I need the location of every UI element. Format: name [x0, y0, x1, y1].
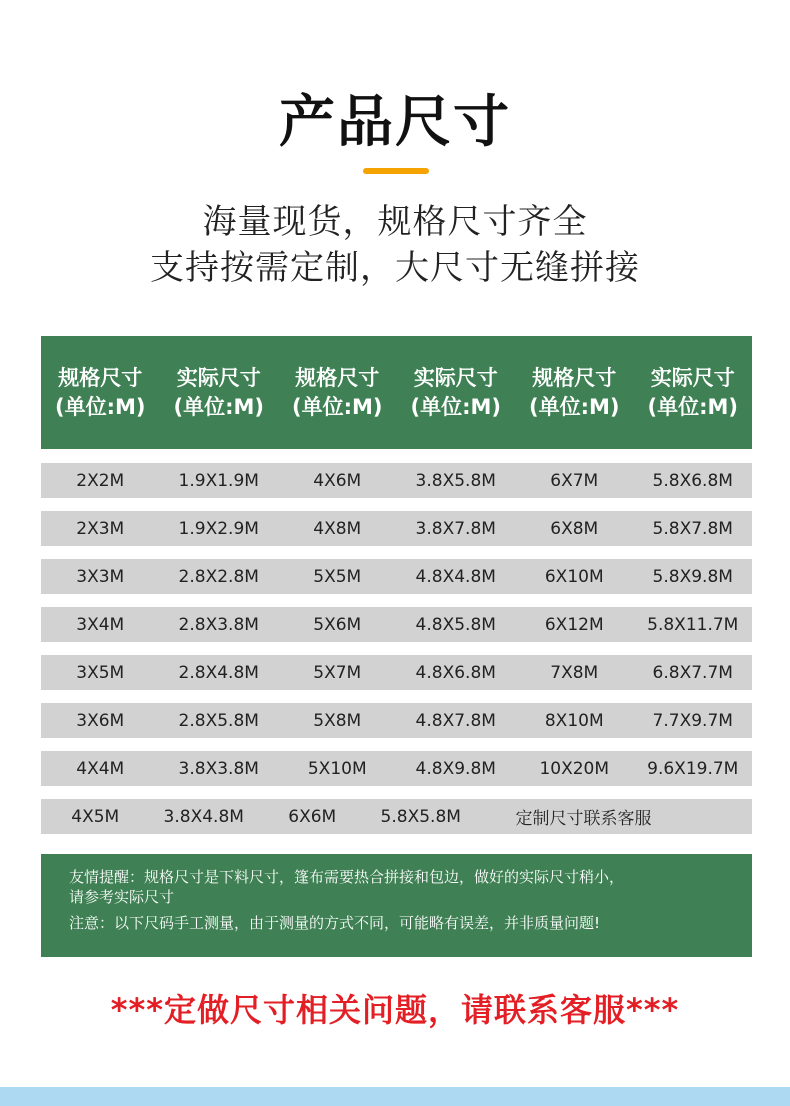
table-row	[41, 655, 752, 690]
bottom-strip	[0, 1087, 790, 1106]
table-cell: 4.8X5.8M	[415, 614, 496, 635]
table-row	[41, 607, 752, 642]
table-cell: 5.8X7.8M	[652, 518, 733, 539]
table-cell: 3X6M	[76, 710, 125, 731]
header-spec-size	[278, 336, 397, 449]
header-spec-size	[515, 336, 634, 449]
table-cell: 4.8X6.8M	[415, 662, 496, 683]
table-cell: 6.8X7.7M	[652, 662, 733, 683]
title-underline	[363, 168, 429, 174]
header-actual-size	[160, 336, 279, 449]
table-cell: 3X4M	[76, 614, 125, 635]
header-unit: (单位:M)	[410, 394, 501, 419]
table-row	[41, 463, 752, 498]
table-cell: 6X8M	[550, 518, 599, 539]
notice-box	[41, 854, 752, 957]
header-unit: (单位:M)	[292, 394, 383, 419]
table-cell: 4X5M	[71, 806, 120, 827]
table-cell: 10X20M	[539, 758, 610, 779]
table-cell: 2X2M	[76, 470, 125, 491]
table-cell: 9.6X19.7M	[647, 758, 739, 779]
table-cell: 2.8X2.8M	[178, 566, 259, 587]
table-cell: 5.8X5.8M	[380, 806, 461, 827]
table-cell: 5X6M	[313, 614, 362, 635]
table-cell: 3.8X7.8M	[415, 518, 496, 539]
header-unit: (单位:M)	[529, 394, 620, 419]
table-cell: 4X4M	[76, 758, 125, 779]
table-row	[41, 751, 752, 786]
table-cell: 6X12M	[544, 614, 604, 635]
header-label: 实际尺寸	[413, 365, 498, 390]
custom-size-contact-cell: 定制尺寸联系客服	[515, 809, 652, 829]
table-cell: 4.8X9.8M	[415, 758, 496, 779]
table-cell: 4.8X7.8M	[415, 710, 496, 731]
page-title: 产品尺寸	[279, 90, 511, 155]
header-unit: (单位:M)	[173, 394, 264, 419]
header-label: 规格尺寸	[58, 365, 143, 390]
table-cell: 3.8X4.8M	[163, 806, 244, 827]
table-cell: 4X6M	[313, 470, 362, 491]
table-cell: 2.8X5.8M	[178, 710, 259, 731]
subtitle-line-1: 海量现货，规格尺寸齐全	[202, 202, 588, 242]
table-cell: 7.7X9.7M	[652, 710, 733, 731]
header-label: 规格尺寸	[532, 365, 617, 390]
table-cell: 6X7M	[550, 470, 599, 491]
table-cell: 3.8X3.8M	[178, 758, 259, 779]
header-label: 实际尺寸	[650, 365, 735, 390]
table-cell: 5.8X9.8M	[652, 566, 733, 587]
header-label: 实际尺寸	[176, 365, 261, 390]
header-spec-size	[41, 336, 160, 449]
table-cell: 5X5M	[313, 566, 362, 587]
notice-line: 注意：以下尺码手工测量，由于测量的方式不同，可能略有误差，并非质量问题!	[69, 914, 601, 932]
header-label: 规格尺寸	[295, 365, 380, 390]
notice-line: 友情提醒：规格尺寸是下料尺寸，篷布需要热合拼接和包边，做好的实际尺寸稍小，	[69, 868, 625, 886]
table-cell: 1.9X2.9M	[178, 518, 259, 539]
contact-customer-service-text: ***定做尺寸相关问题，请联系客服***	[110, 991, 680, 1029]
table-row	[41, 703, 752, 738]
table-row	[41, 799, 752, 834]
header-actual-size	[634, 336, 753, 449]
table-cell: 5.8X6.8M	[652, 470, 733, 491]
header-unit: (单位:M)	[55, 394, 146, 419]
table-cell: 5X7M	[313, 662, 362, 683]
table-cell: 8X10M	[544, 710, 604, 731]
table-cell: 7X8M	[550, 662, 599, 683]
size-table-header	[41, 336, 752, 449]
table-cell: 4X8M	[313, 518, 362, 539]
header-unit: (单位:M)	[647, 394, 738, 419]
table-cell: 6X10M	[544, 566, 604, 587]
table-cell: 2X3M	[76, 518, 125, 539]
table-cell: 5X10M	[307, 758, 367, 779]
table-cell: 3.8X5.8M	[415, 470, 496, 491]
notice-line: 请参考实际尺寸	[69, 888, 175, 906]
header-actual-size	[397, 336, 516, 449]
table-cell: 2.8X4.8M	[178, 662, 259, 683]
table-cell: 1.9X1.9M	[178, 470, 259, 491]
subtitle-line-2: 支持按需定制，大尺寸无缝拼接	[150, 248, 640, 288]
table-cell: 3X3M	[76, 566, 125, 587]
table-cell: 4.8X4.8M	[415, 566, 496, 587]
table-cell: 6X6M	[288, 806, 337, 827]
table-row	[41, 511, 752, 546]
table-cell: 5X8M	[313, 710, 362, 731]
table-cell: 5.8X11.7M	[647, 614, 739, 635]
table-row	[41, 559, 752, 594]
table-cell: 3X5M	[76, 662, 125, 683]
table-cell: 2.8X3.8M	[178, 614, 259, 635]
